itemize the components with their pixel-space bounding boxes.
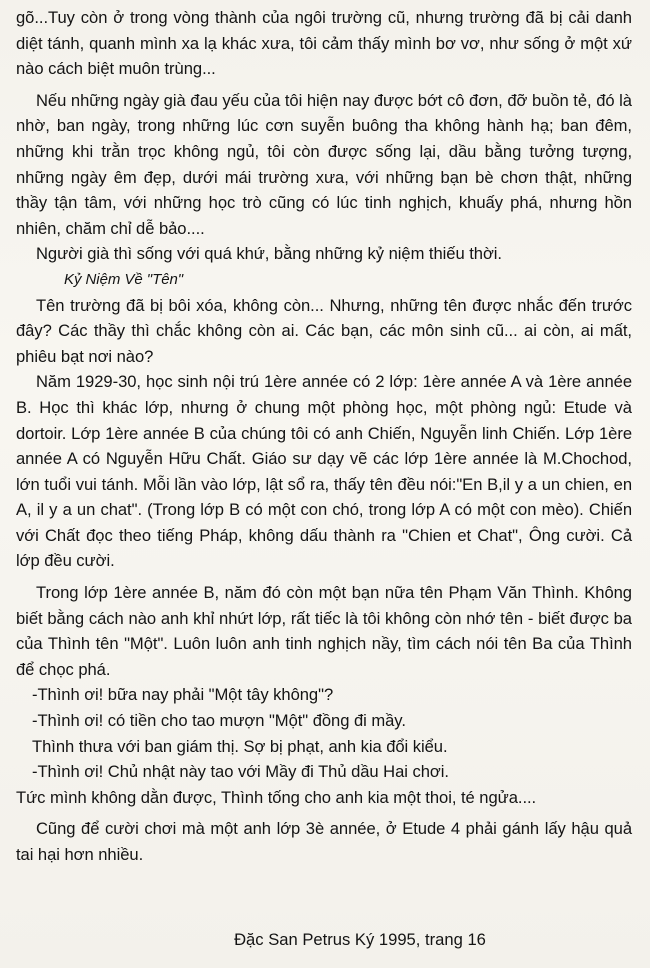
article-body: [16, 5, 632, 868]
paragraph-continuation: gõ...Tuy còn ở trong vòng thành của ngôi trường cũ, nhưng trường đã bị cải danh diệt tánh, quanh mình xa lạ khác xưa, tôi cảm thấy mình bơ vơ, như sống ở một xứ nào cách biệt muôn trùng...: [16, 8, 632, 79]
dialog-line-2: -Thình ơi! có tiền cho tao mượn "Một" đồng đi mầy.: [32, 711, 406, 731]
paragraph-consequence: Cũng để cười chơi mà một anh lớp 3è année, ở Etude 4 phải gánh lấy hậu quả tai hại hơn nhiều.: [16, 819, 632, 864]
paragraph-punch: Tức mình không dằn được, Thình tống cho anh kia một thoi, té ngửa....: [16, 787, 537, 807]
dialog-line-3: Thình thưa với ban giám thị. Sợ bị phạt, anh kia đổi kiểu.: [32, 736, 448, 756]
paragraph-thinh: Trong lớp 1ère année B, năm đó còn một bạn nữa tên Phạm Văn Thình. Không biết bằng cách nào anh khỉ nhứt lớp, rất tiếc là tôi không còn nhớ tên - biết được ba của Thình tên "Một". Luôn luôn anh tinh nghịch nầy, tìm cách nói tên Ba của Thình để chọc phá.: [16, 583, 632, 679]
paragraph-memories: Nếu những ngày già đau yếu của tôi hiện nay được bớt cô đơn, đỡ buồn tẻ, đó là nhờ, ban ngày, trong những lúc cơn suyễn buông tha không hành hạ; ban đêm, những khi trằn trọc không ngủ, tôi còn được sống lại, dầu bằng tưởng tượng, những ngày êm đẹp, dưới mái trường xưa, với những bạn bè chơn thật, những thầy tận tâm, với những học trò cũng có lúc tinh nghịch, khuấy phá, nhưng hồn nhiên, chăm chỉ dễ bảo....: [16, 90, 632, 238]
section-heading: Kỷ Niệm Về "Tên": [64, 270, 184, 288]
paragraph-school-name: Tên trường đã bị bôi xóa, không còn... Nhưng, những tên được nhắc đến trước đây? Các thầy thì chắc không còn ai. Các bạn, các môn sinh cũ... ai còn, ai mất, phiêu bạt nơi nào?: [16, 295, 632, 366]
paragraph-old-people: Người già thì sống với quá khứ, bằng những kỷ niệm thiếu thời.: [36, 244, 502, 264]
page-footer: Đặc San Petrus Ký 1995, trang 16: [234, 930, 486, 949]
dialog-line-4: -Thình ơi! Chủ nhật này tao với Mầy đi Thủ dầu Hai chơi.: [32, 762, 449, 782]
paragraph-1929: Năm 1929-30, học sinh nội trú 1ère année có 2 lớp: 1ère année A và 1ère année B. Học thì khác lớp, nhưng ở chung một phòng học, một phòng ngủ: Etude và dortoir. Lớp 1ère année B của chúng tôi có anh Chiến, Nguyễn linh Chiến. Lớp 1ère année A có Nguyễn Hữu Chất. Giáo sư dạy vẽ các lớp 1ère année là M.Chochod, lớn tuổi vui tánh. Mỗi lần vào lớp, lật sổ ra, thấy tên đều nói:"En B,il y a un chien, en A, il y a un chat". (Trong lớp B có một con chó, trong lớp A có một con mèo). Chiến với Chất đọc theo tiếng Pháp, không dấu thành ra "Chien et Chat", Ông cười. Cả lớp đều cười.: [16, 372, 632, 571]
dialog-line-1: -Thình ơi! bữa nay phải "Một tây không"?: [32, 685, 334, 705]
